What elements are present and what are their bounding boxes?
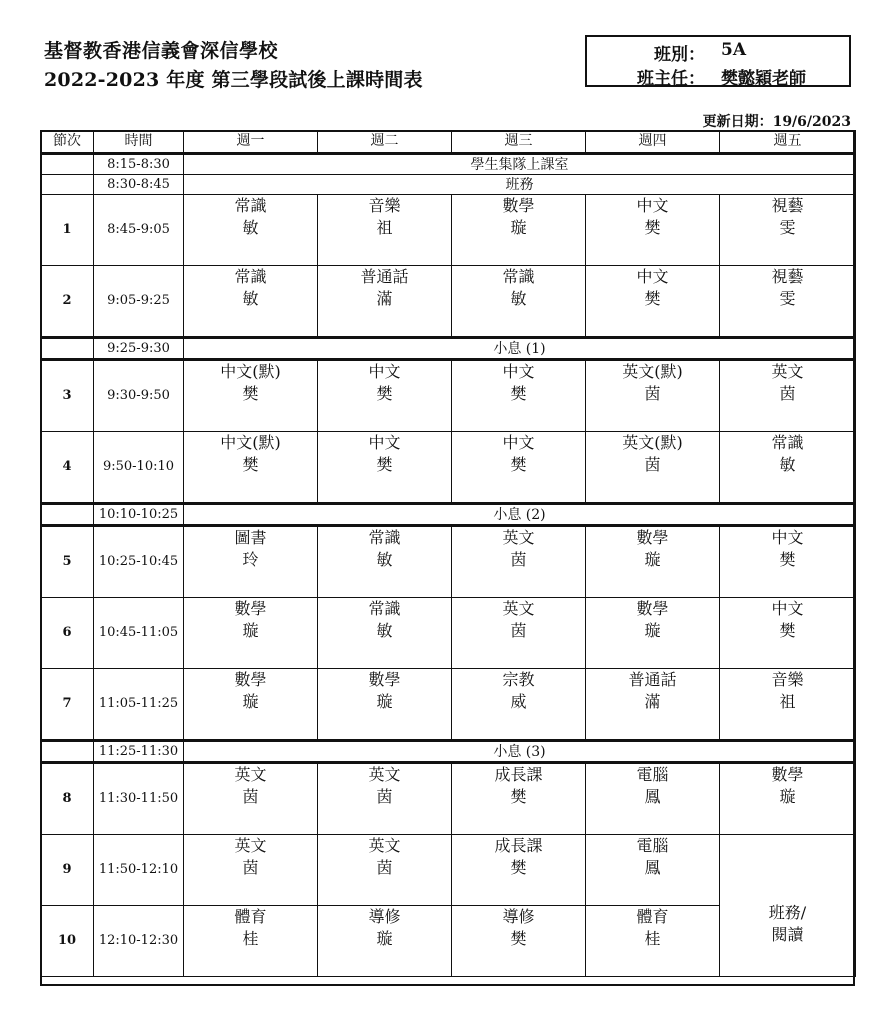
teacher: 璇 (376, 929, 393, 948)
lesson-cell (184, 432, 318, 504)
merged-friday-cell (720, 835, 856, 977)
time-cell: 11:50-12:10 (94, 835, 184, 906)
period-cell (41, 741, 94, 763)
lesson-row (41, 835, 856, 906)
teacher-value: 樊懿穎老師 (721, 69, 806, 89)
lesson-cell (184, 835, 318, 906)
teacher: 茵 (376, 858, 393, 877)
subject: 常識 (502, 267, 535, 286)
lesson-cell (452, 906, 586, 977)
subject: 英文 (368, 765, 401, 784)
subject: 英文 (771, 362, 804, 381)
subject: 電腦 (636, 765, 669, 784)
lesson-cell (452, 526, 586, 598)
lesson-cell (452, 598, 586, 669)
lesson-cell (318, 432, 452, 504)
col-header-thu: 週四 (586, 131, 720, 154)
subject: 英文 (502, 528, 535, 547)
time-cell: 8:45-9:05 (94, 195, 184, 266)
teacher: 敏 (376, 550, 393, 569)
subject: 中文 (368, 362, 401, 381)
teacher: 璇 (242, 621, 259, 640)
subject: 數學 (234, 670, 267, 689)
lesson-row (41, 763, 856, 835)
school-name: 基督教香港信義會深信學校 (44, 40, 279, 62)
teacher: 樊 (510, 929, 527, 948)
col-header-time: 時間 (94, 131, 184, 154)
subject: 中文(默) (220, 362, 281, 381)
lesson-cell (318, 669, 452, 741)
subject: 宗教 (502, 670, 535, 689)
lesson-cell (318, 763, 452, 835)
teacher: 樊 (376, 384, 393, 403)
teacher: 威 (510, 692, 527, 711)
lesson-cell (720, 669, 856, 741)
lesson-cell (720, 763, 856, 835)
lesson-cell (586, 195, 720, 266)
lesson-cell (452, 763, 586, 835)
lesson-cell (318, 835, 452, 906)
teacher: 茵 (510, 550, 527, 569)
updated-date: 更新日期：19/6/2023 (702, 114, 851, 130)
class-info-box (585, 35, 851, 87)
period-cell (41, 175, 94, 195)
lesson-cell (184, 906, 318, 977)
break-label: 小息 (1) (184, 338, 856, 360)
teacher: 敏 (510, 289, 527, 308)
subject: 常識 (368, 528, 401, 547)
lesson-cell (586, 526, 720, 598)
period-number: 7 (41, 669, 94, 741)
lesson-cell (184, 763, 318, 835)
subject: 英文(默) (622, 362, 683, 381)
period-number: 8 (41, 763, 94, 835)
lesson-cell (452, 835, 586, 906)
teacher: 茵 (779, 384, 796, 403)
break-row (41, 338, 856, 360)
subject: 數學 (368, 670, 401, 689)
teacher: 樊 (644, 218, 661, 237)
lesson-cell (318, 906, 452, 977)
subject: 英文 (368, 836, 401, 855)
break-label: 小息 (2) (184, 504, 856, 526)
subject: 電腦 (636, 836, 669, 855)
time-cell: 11:30-11:50 (94, 763, 184, 835)
teacher: 祖 (376, 218, 393, 237)
lesson-cell (184, 266, 318, 338)
subject: 音樂 (771, 670, 804, 689)
lesson-cell (184, 526, 318, 598)
lesson-cell (720, 526, 856, 598)
lesson-cell (318, 526, 452, 598)
col-header-mon: 週一 (184, 131, 318, 154)
teacher: 璇 (644, 550, 661, 569)
lesson-cell (318, 195, 452, 266)
time-cell: 11:05-11:25 (94, 669, 184, 741)
teacher: 樊 (510, 787, 527, 806)
lesson-cell (586, 360, 720, 432)
break-row (41, 741, 856, 763)
time-cell: 10:25-10:45 (94, 526, 184, 598)
subject: 圖書 (234, 528, 267, 547)
teacher: 樊 (242, 384, 259, 403)
period-cell (41, 338, 94, 360)
subject: 普通話 (360, 267, 409, 286)
merged-line-1: 班務/ (768, 902, 807, 922)
teacher: 桂 (242, 929, 259, 948)
period-cell (41, 154, 94, 175)
subject: 數學 (502, 196, 535, 215)
lesson-cell (720, 432, 856, 504)
break-label: 小息 (3) (184, 741, 856, 763)
lesson-cell (452, 669, 586, 741)
subject: 數學 (234, 599, 267, 618)
teacher: 樊 (510, 455, 527, 474)
subject: 中文 (502, 362, 535, 381)
lesson-cell (720, 360, 856, 432)
class-label: 班別： (654, 45, 705, 65)
period-number: 10 (41, 906, 94, 977)
subject: 中文 (636, 267, 669, 286)
lesson-cell (720, 195, 856, 266)
period-number: 2 (41, 266, 94, 338)
subject: 常識 (368, 599, 401, 618)
subject: 中文 (771, 599, 804, 618)
lesson-row (41, 432, 856, 504)
period-cell (41, 504, 94, 526)
teacher: 鳳 (644, 787, 661, 806)
lesson-cell (184, 669, 318, 741)
col-header-period: 節次 (41, 131, 94, 154)
activity-label: 學生集隊上課室 (184, 154, 856, 175)
time-cell: 11:25-11:30 (94, 741, 184, 763)
lesson-cell (586, 432, 720, 504)
teacher: 茵 (644, 384, 661, 403)
subject: 體育 (636, 907, 669, 926)
subject: 常識 (234, 196, 267, 215)
teacher: 樊 (242, 455, 259, 474)
subject: 英文 (502, 599, 535, 618)
subject: 導修 (368, 907, 401, 926)
lesson-cell (586, 266, 720, 338)
teacher: 茵 (644, 455, 661, 474)
time-cell: 9:30-9:50 (94, 360, 184, 432)
teacher: 璇 (376, 692, 393, 711)
teacher: 茵 (376, 787, 393, 806)
period-number: 6 (41, 598, 94, 669)
period-number: 4 (41, 432, 94, 504)
lesson-row (41, 526, 856, 598)
teacher: 茵 (242, 858, 259, 877)
lesson-cell (184, 598, 318, 669)
teacher: 璇 (242, 692, 259, 711)
subject: 英文 (234, 836, 267, 855)
time-cell: 9:50-10:10 (94, 432, 184, 504)
col-header-fri: 週五 (720, 131, 856, 154)
lesson-row (41, 669, 856, 741)
teacher: 茵 (510, 621, 527, 640)
teacher: 滿 (376, 289, 393, 308)
col-header-wed: 週三 (452, 131, 586, 154)
span-row (41, 175, 856, 195)
teacher: 樊 (376, 455, 393, 474)
period-number: 1 (41, 195, 94, 266)
lesson-cell (452, 266, 586, 338)
teacher: 祖 (779, 692, 796, 711)
teacher: 茵 (242, 787, 259, 806)
time-cell: 9:05-9:25 (94, 266, 184, 338)
time-cell: 10:10-10:25 (94, 504, 184, 526)
subject: 英文 (234, 765, 267, 784)
teacher: 滿 (644, 692, 661, 711)
period-number: 5 (41, 526, 94, 598)
teacher: 玲 (242, 550, 259, 569)
time-cell: 8:15-8:30 (94, 154, 184, 175)
teacher: 雯 (779, 218, 796, 237)
teacher: 璇 (779, 787, 796, 806)
subject: 成長課 (494, 765, 543, 784)
subject: 成長課 (494, 836, 543, 855)
subject: 數學 (636, 599, 669, 618)
timetable-title: 2022-2023 年度 第三學段試後上課時間表 (44, 69, 423, 91)
class-value: 5A (721, 40, 747, 60)
subject: 中文 (636, 196, 669, 215)
lesson-cell (452, 195, 586, 266)
lesson-row (41, 360, 856, 432)
time-cell: 10:45-11:05 (94, 598, 184, 669)
span-row (41, 154, 856, 175)
break-row (41, 504, 856, 526)
subject: 中文(默) (220, 433, 281, 452)
lesson-cell (184, 360, 318, 432)
lesson-row (41, 195, 856, 266)
activity-label: 班務 (184, 175, 856, 195)
lesson-cell (586, 835, 720, 906)
lesson-row (41, 266, 856, 338)
time-cell: 9:25-9:30 (94, 338, 184, 360)
teacher: 敏 (779, 455, 796, 474)
teacher: 樊 (779, 621, 796, 640)
lesson-cell (586, 598, 720, 669)
subject: 音樂 (368, 196, 401, 215)
lesson-row (41, 598, 856, 669)
lesson-cell (452, 360, 586, 432)
col-header-tue: 週二 (318, 131, 452, 154)
teacher: 樊 (644, 289, 661, 308)
period-number: 3 (41, 360, 94, 432)
subject: 普通話 (628, 670, 677, 689)
subject: 導修 (502, 907, 535, 926)
teacher: 鳳 (644, 858, 661, 877)
lesson-cell (720, 266, 856, 338)
subject: 英文(默) (622, 433, 683, 452)
time-cell: 12:10-12:30 (94, 906, 184, 977)
time-cell: 8:30-8:45 (94, 175, 184, 195)
header-row (41, 131, 856, 154)
subject: 常識 (771, 433, 804, 452)
teacher: 敏 (242, 289, 259, 308)
teacher: 桂 (644, 929, 661, 948)
subject: 體育 (234, 907, 267, 926)
lesson-cell (318, 598, 452, 669)
teacher: 璇 (510, 218, 527, 237)
lesson-cell (586, 669, 720, 741)
subject: 視藝 (771, 196, 804, 215)
timetable (40, 130, 856, 977)
teacher: 雯 (779, 289, 796, 308)
subject: 視藝 (771, 267, 804, 286)
teacher: 樊 (510, 384, 527, 403)
teacher: 敏 (376, 621, 393, 640)
subject: 中文 (502, 433, 535, 452)
period-number: 9 (41, 835, 94, 906)
teacher: 樊 (779, 550, 796, 569)
lesson-cell (586, 906, 720, 977)
subject: 中文 (368, 433, 401, 452)
lesson-cell (318, 360, 452, 432)
subject: 常識 (234, 267, 267, 286)
lesson-cell (452, 432, 586, 504)
teacher: 敏 (242, 218, 259, 237)
teacher-label: 班主任： (637, 69, 705, 89)
subject: 數學 (636, 528, 669, 547)
lesson-cell (586, 763, 720, 835)
teacher: 樊 (510, 858, 527, 877)
teacher: 璇 (644, 621, 661, 640)
lesson-cell (184, 195, 318, 266)
merged-line-2: 閱讀 (771, 924, 804, 944)
lesson-cell (318, 266, 452, 338)
subject: 數學 (771, 765, 804, 784)
subject: 中文 (771, 528, 804, 547)
lesson-cell (720, 598, 856, 669)
